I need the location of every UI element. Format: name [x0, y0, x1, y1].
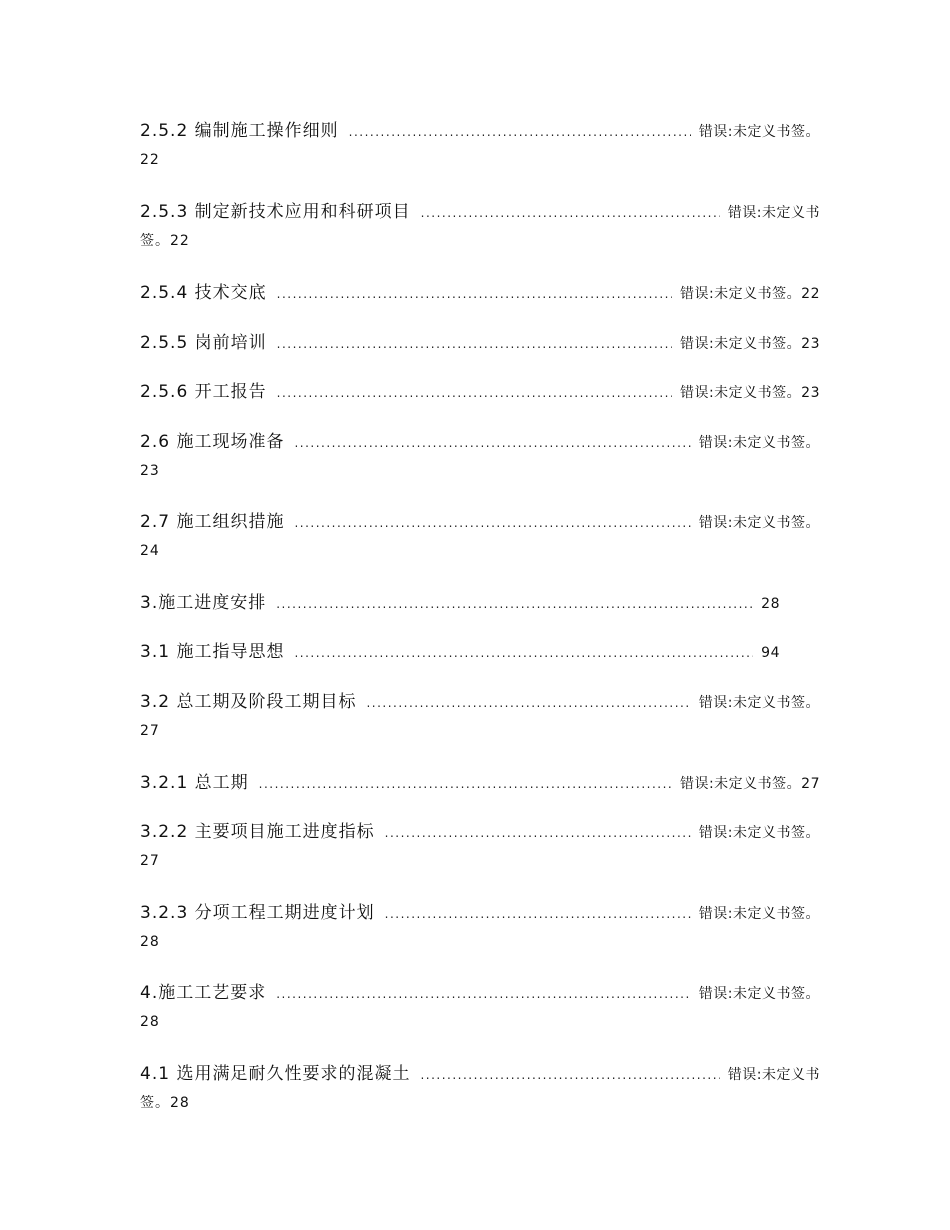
toc-dot-leader [277, 282, 672, 306]
toc-entry-ref: 错误:未定义书 [727, 1067, 820, 1083]
toc-entry-title: 2.5.3 制定新技术应用和科研项目 [140, 202, 411, 222]
toc-entry[interactable] [140, 901, 820, 953]
toc-entry-ref: 错误:未定义书 [727, 205, 820, 221]
toc-dot-leader [277, 381, 672, 405]
toc-entry-continuation: 27 [140, 853, 160, 869]
toc-entry-title: 2.5.2 编制施工操作细则 [140, 121, 339, 141]
toc-entry[interactable] [140, 771, 820, 795]
toc-entry-line [140, 690, 820, 714]
toc-entry-line [140, 380, 820, 404]
toc-entry-title: 3.2.1 总工期 [140, 773, 249, 793]
toc-entry[interactable] [140, 690, 820, 742]
toc-entry[interactable] [140, 430, 820, 482]
toc-entry-ref: 错误:未定义书签。 [698, 435, 820, 451]
toc-entry[interactable] [140, 591, 780, 615]
toc-entry-title: 3.2.3 分项工程工期进度计划 [140, 903, 375, 923]
toc-entry-line [140, 640, 780, 664]
toc-entry-ref: 错误:未定义书签。 [698, 825, 820, 841]
toc-entry-title: 2.7 施工组织措施 [140, 512, 285, 532]
toc-entry-line [140, 1062, 820, 1086]
toc-entry-line [140, 200, 820, 224]
toc-entry-line [140, 119, 820, 143]
toc-dot-leader [294, 431, 690, 455]
toc-dot-leader [277, 332, 672, 356]
toc-entry-ref: 错误:未定义书签。27 [679, 776, 820, 792]
toc-entry-line [140, 901, 820, 925]
toc-entry-title: 3.2 总工期及阶段工期目标 [140, 692, 357, 712]
toc-dot-leader [366, 691, 690, 715]
toc-entry-ref: 28 [761, 596, 780, 612]
toc-entry-ref: 94 [761, 645, 780, 661]
toc-entry-continuation: 27 [140, 723, 160, 739]
toc-entry-title: 3.施工进度安排 [140, 593, 267, 613]
toc-entry-ref: 错误:未定义书签。 [698, 124, 820, 140]
toc-dot-leader [294, 641, 753, 665]
toc-entry-line [140, 591, 780, 615]
toc-entry-continuation: 28 [140, 934, 160, 950]
toc-entry-line [140, 281, 820, 305]
toc-entry-ref: 错误:未定义书签。23 [679, 385, 820, 401]
toc-dot-leader [276, 592, 753, 616]
toc-dot-leader [259, 772, 672, 796]
toc-entry-line [140, 820, 820, 844]
toc-entry-ref: 错误:未定义书签。 [698, 986, 820, 1002]
toc-entry-continuation: 22 [140, 152, 160, 168]
toc-entry-ref: 错误:未定义书签。 [698, 515, 820, 531]
toc-entry-ref: 错误:未定义书签。 [698, 906, 820, 922]
toc-entry[interactable] [140, 510, 820, 562]
toc-entry-continuation: 签。22 [140, 233, 190, 249]
toc-entry-title: 4.施工工艺要求 [140, 983, 267, 1003]
toc-entry-continuation: 23 [140, 463, 160, 479]
toc-entry-ref: 错误:未定义书签。23 [679, 336, 820, 352]
toc-entry-ref: 错误:未定义书签。22 [679, 286, 820, 302]
toc-entry-title: 3.1 施工指导思想 [140, 642, 285, 662]
toc-entry-line [140, 981, 820, 1005]
toc-entry[interactable] [140, 331, 820, 355]
toc-dot-leader [294, 511, 690, 535]
toc-dot-leader [276, 982, 691, 1006]
toc-entry-line [140, 510, 820, 534]
toc-entry-line [140, 771, 820, 795]
toc-dot-leader [420, 1063, 719, 1087]
toc-entry-continuation: 签。28 [140, 1095, 190, 1111]
toc-entry[interactable] [140, 281, 820, 305]
toc-dot-leader [385, 902, 691, 926]
toc-entry-line [140, 331, 820, 355]
toc-dot-leader [421, 201, 720, 225]
toc-entry-title: 2.6 施工现场准备 [140, 432, 285, 452]
toc-entry-line [140, 430, 820, 454]
toc-entry[interactable] [140, 981, 820, 1033]
toc-entry[interactable] [140, 640, 780, 664]
toc-dot-leader [385, 821, 691, 845]
toc-entry[interactable] [140, 119, 820, 171]
toc-entry[interactable] [140, 1062, 820, 1114]
toc-entry-title: 2.5.5 岗前培训 [140, 333, 267, 353]
toc-entry-continuation: 24 [140, 543, 160, 559]
toc-dot-leader [349, 120, 691, 144]
toc-entry-title: 3.2.2 主要项目施工进度指标 [140, 822, 375, 842]
toc-entry[interactable] [140, 820, 820, 872]
toc-entry-title: 2.5.4 技术交底 [140, 283, 267, 303]
toc-entry-ref: 错误:未定义书签。 [698, 695, 820, 711]
toc-entry-title: 4.1 选用满足耐久性要求的混凝土 [140, 1064, 411, 1084]
toc-entry[interactable] [140, 380, 820, 404]
toc-entry-title: 2.5.6 开工报告 [140, 382, 267, 402]
toc-entry-continuation: 28 [140, 1014, 160, 1030]
toc-entry[interactable] [140, 200, 820, 252]
